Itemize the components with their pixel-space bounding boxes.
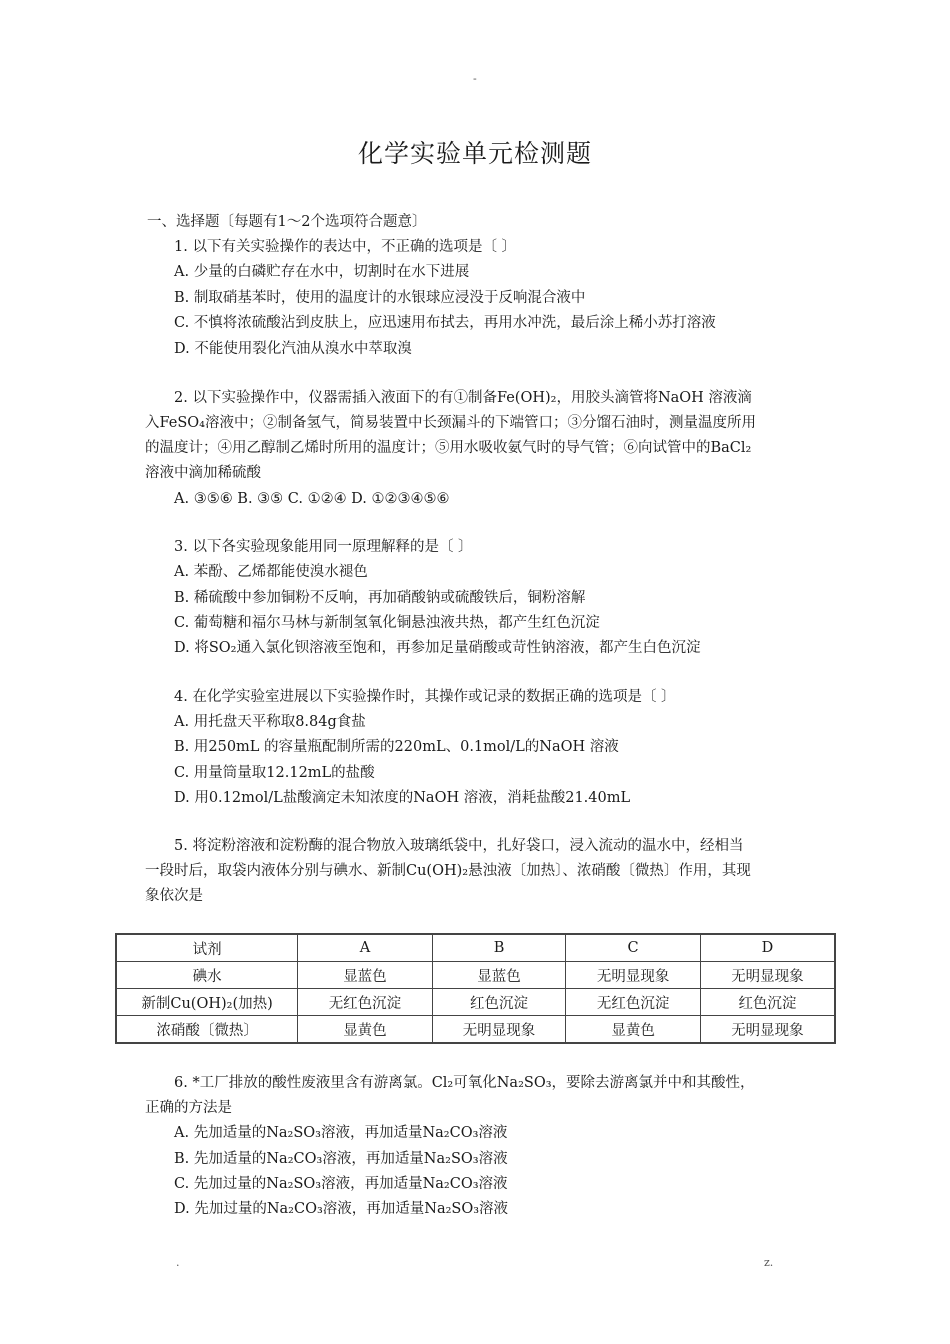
q6-option-c: C. 先加过量的Na₂SO₃溶液，再加适量Na₂CO₃溶液 <box>174 1176 508 1192</box>
q4-stem: 4. 在化学实验室进展以下实验操作时，其操作或记录的数据正确的选项是〔 〕 <box>174 689 676 705</box>
table-cell: 红色沉淀 <box>700 989 835 1016</box>
table-cell: 新制Cu(OH)₂(加热) <box>116 989 298 1016</box>
table-header-cell: A <box>298 934 433 962</box>
table-cell: 浓硝酸〔微热〕 <box>116 1016 298 1044</box>
q3-option-d: D. 将SO₂通入氯化钡溶液至饱和，再参加足量硝酸或苛性钠溶液，都产生白色沉淀 <box>174 640 701 656</box>
q1-stem: 1. 以下有关实验操作的表达中，不正确的选项是〔 〕 <box>174 239 517 255</box>
table-cell: 无红色沉淀 <box>298 989 433 1016</box>
page-title: 化学实验单元检测题 <box>357 139 592 168</box>
q3-option-b: B. 稀硫酸中参加铜粉不反响，再加硝酸钠或硫酸铁后，铜粉溶解 <box>174 590 586 606</box>
table-header-cell: B <box>432 934 566 962</box>
q5-line-3: 象依次是 <box>145 888 203 904</box>
q6-line-2: 正确的方法是 <box>145 1100 232 1116</box>
footer-left-mark: . <box>176 1256 180 1269</box>
table-row <box>116 1016 835 1044</box>
table-cell: 显黄色 <box>566 1016 701 1044</box>
q2-line-4: 溶液中滴加稀硫酸 <box>145 465 261 481</box>
table-header-cell: D <box>700 934 835 962</box>
table-header-row <box>116 934 835 962</box>
q5-line-1: 5. 将淀粉溶液和淀粉酶的混合物放入玻璃纸袋中，扎好袋口，浸入流动的温水中，经相当 <box>174 838 744 854</box>
table-row <box>116 989 835 1016</box>
q6-option-a: A. 先加适量的Na₂SO₃溶液，再加适量Na₂CO₃溶液 <box>174 1125 508 1141</box>
q1-option-c: C. 不慎将浓硫酸沾到皮肤上，应迅速用布拭去，再用水冲洗，最后涂上稀小苏打溶液 <box>174 315 716 331</box>
footer-right-mark: z. <box>764 1256 774 1269</box>
table-cell: 无明显现象 <box>432 1016 566 1044</box>
table-cell: 无红色沉淀 <box>566 989 701 1016</box>
table-cell: 显黄色 <box>298 1016 433 1044</box>
table-cell: 显蓝色 <box>298 962 433 989</box>
q3-stem: 3. 以下各实验现象能用同一原理解释的是〔 〕 <box>174 539 473 555</box>
table-cell: 无明显现象 <box>700 1016 835 1044</box>
table-header-cell: 试剂 <box>116 934 298 962</box>
q5-line-2: 一段时后，取袋内液体分别与碘水、新制Cu(OH)₂悬浊液〔加热〕、浓硝酸〔微热〕作用，其现 <box>145 863 751 879</box>
q3-option-a: A. 苯酚、乙烯都能使溴水褪色 <box>174 564 368 580</box>
table-header-cell: C <box>566 934 701 962</box>
q6-option-d: D. 先加过量的Na₂CO₃溶液，再加适量Na₂SO₃溶液 <box>174 1201 509 1217</box>
table-row <box>116 962 835 989</box>
table-cell: 无明显现象 <box>566 962 701 989</box>
q1-option-a: A. 少量的白磷贮存在水中，切割时在水下进展 <box>174 264 470 280</box>
table-cell: 红色沉淀 <box>432 989 566 1016</box>
q6-option-b: B. 先加适量的Na₂CO₃溶液，再加适量Na₂SO₃溶液 <box>174 1151 508 1167</box>
q4-option-a: A. 用托盘天平称取8.84g食盐 <box>174 714 366 730</box>
q3-option-c: C. 葡萄糖和福尔马林与新制氢氧化铜悬浊液共热，都产生红色沉淀 <box>174 615 600 631</box>
reagent-results-table <box>115 933 836 1044</box>
q1-option-d: D. 不能使用裂化汽油从溴水中萃取溴 <box>174 341 412 357</box>
header-mark: - <box>473 72 477 85</box>
q2-line-1: 2. 以下实验操作中，仪器需插入液面下的有①制备Fe(OH)₂，用胶头滴管将NaOH 溶液滴 <box>174 390 752 406</box>
table-cell: 无明显现象 <box>700 962 835 989</box>
q6-line-1: 6. *工厂排放的酸性废液里含有游离氯。Cl₂可氧化Na₂SO₃，要除去游离氯并中和其酸性， <box>174 1075 755 1091</box>
table-cell: 显蓝色 <box>432 962 566 989</box>
q2-options: A. ③⑤⑥ B. ③⑤ C. ①②④ D. ①②③④⑤⑥ <box>174 491 450 507</box>
q4-option-d: D. 用0.12mol/L盐酸滴定未知浓度的NaOH 溶液，消耗盐酸21.40mL <box>174 790 631 806</box>
q4-option-b: B. 用250mL 的容量瓶配制所需的220mL、0.1mol/L的NaOH 溶液 <box>174 739 619 755</box>
q4-option-c: C. 用量筒量取12.12mL的盐酸 <box>174 765 375 781</box>
section-heading: 一、选择题〔每题有1～2个选项符合题意〕 <box>147 214 427 230</box>
q2-line-3: 的温度计；④用乙醇制乙烯时所用的温度计；⑤用水吸收氨气时的导气管；⑥向试管中的BaCl₂ <box>145 440 752 456</box>
table-cell: 碘水 <box>116 962 298 989</box>
q2-line-2: 入FeSO₄溶液中；②制备氢气，简易装置中长颈漏斗的下端管口；③分馏石油时，测量温度所用 <box>145 415 756 431</box>
q1-option-b: B. 制取硝基苯时，使用的温度计的水银球应浸没于反响混合液中 <box>174 290 586 306</box>
